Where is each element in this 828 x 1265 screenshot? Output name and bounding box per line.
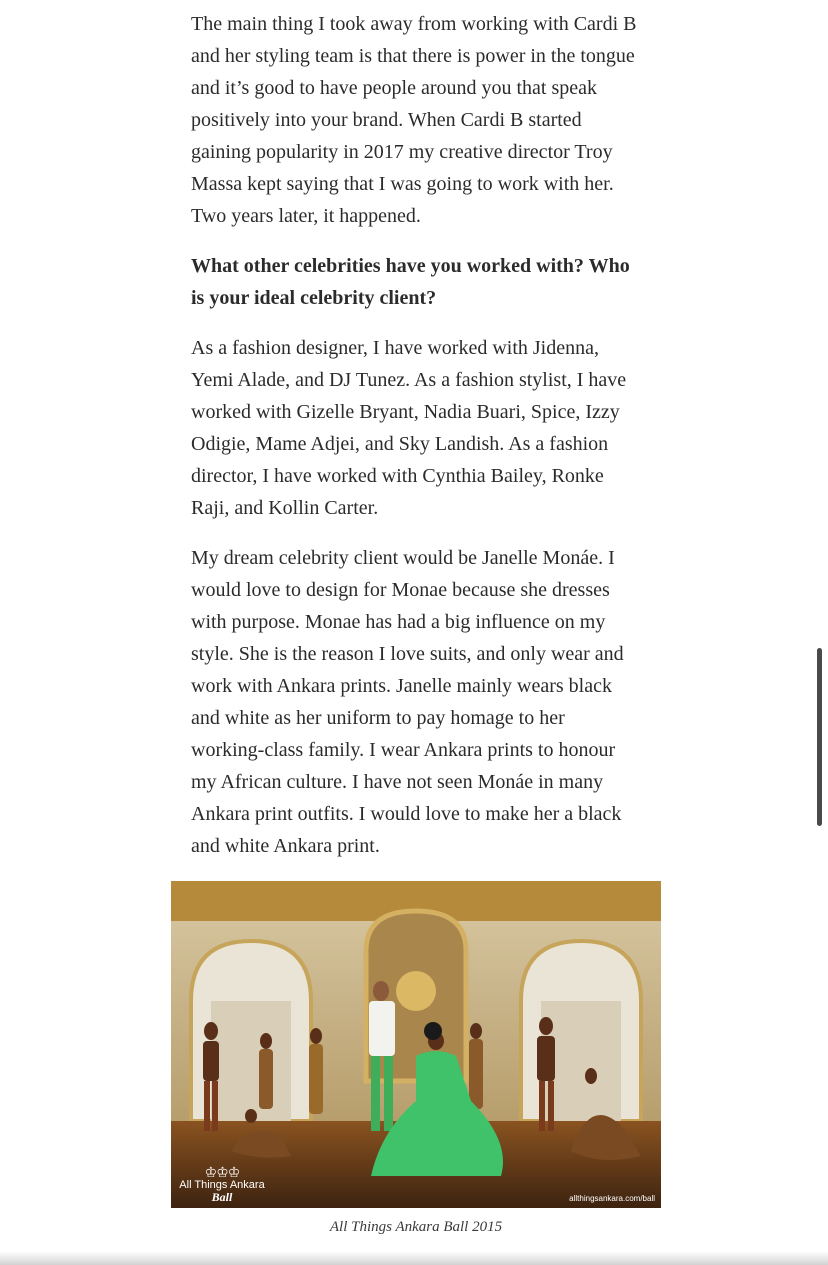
article-figure bbox=[171, 881, 661, 1237]
logo-subtext: Ball bbox=[211, 1190, 233, 1204]
figure-caption: All Things Ankara Ball 2015 bbox=[329, 1219, 503, 1235]
photo-watermark-url: allthingsankara.com/ball bbox=[569, 1194, 655, 1203]
photo-illustration bbox=[171, 881, 661, 1208]
article-body bbox=[191, 8, 643, 880]
bottom-edge-shadow bbox=[0, 1251, 828, 1265]
crown-icon: ♔♔♔ bbox=[204, 1164, 240, 1180]
ankara-ball-photo bbox=[171, 881, 661, 1208]
paragraph-cardi-b: The main thing I took away from working with Cardi B and her styling team is that there is power in the tongue and it’s good to have people around you that speak positively into your brand. When Cardi B started gaining popularity in 2017 my creative director Troy Massa kept saying that I was going to work with her. Two years later, it happened. bbox=[191, 13, 637, 227]
paragraph-dream-client: My dream celebrity client would be Janelle Monáe. I would love to design for Monae because she dresses with purpose. Monae has had a big influence on my style. She is the reason I love suits, and only wear and work with Ankara prints. Janelle mainly wears black and white as her uniform to pay homage to her working-class family. I wear Ankara prints to honour my African culture. I have not seen Monáe in many Ankara print outfits. I would love to make her a black and white Ankara print. bbox=[191, 547, 624, 857]
scrollbar-thumb[interactable] bbox=[817, 648, 822, 826]
photo-logo bbox=[177, 1165, 267, 1204]
interview-question: What other celebrities have you worked with? Who is your ideal celebrity client? bbox=[191, 255, 630, 309]
logo-text: All Things Ankara bbox=[179, 1179, 265, 1191]
paragraph-celebrities: As a fashion designer, I have worked with Jidenna, Yemi Alade, and DJ Tunez. As a fashion stylist, I have worked with Gizelle Bryant, Nadia Buari, Spice, Izzy Odigie, Mame Adjei, and Sky Landish. As a fashion director, I have worked with Cynthia Bailey, Ronke Raji, and Kollin Carter. bbox=[191, 337, 627, 519]
